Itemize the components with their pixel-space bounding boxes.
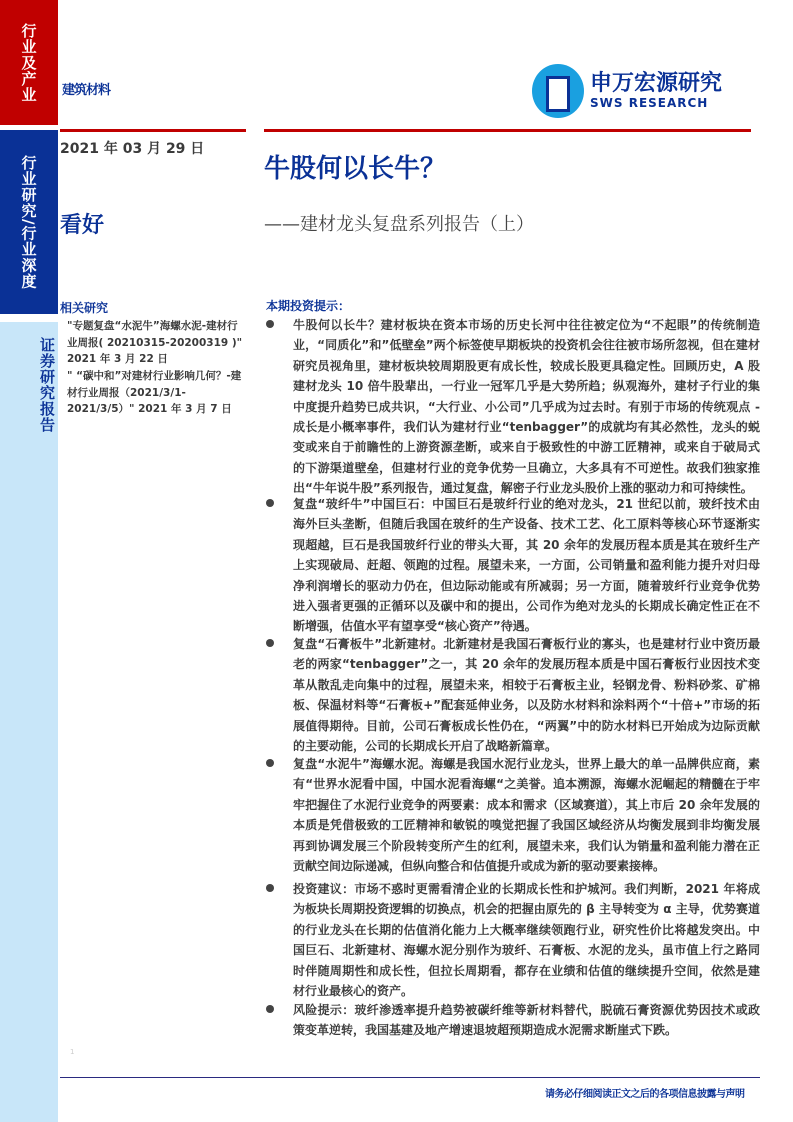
tip-bullet: 投资建议：市场不惑时更需看清企业的长期成长性和护城河。我们判断，2021 年将成为板块长周期投资逻辑的切换点，机会的把握由原先的 β 主导转变为 α 主导，优势赛道的行业龙头在长期的估值消化能力上大概率继续领跑行业，研究性价比将越发突出。中国巨石、北新建材、海螺水泥分别作为玻纤、石膏板、水泥的龙头，虽市值上行之路同时伴随周期性和成长性，但拉长周期看，都存在业绩和估值的继续提升空间，依然是建材行业最核心的资产。 <box>293 879 760 1001</box>
page-number: 1 <box>70 1048 75 1056</box>
tip-bullet: 复盘“玻纤牛”中国巨石：中国巨石是玻纤行业的绝对龙头，21 世纪以前，玻纤技术由海外巨头垄断，但随后我国在玻纤的生产设备、技术工艺、化工原料等核心环节逐渐实现超越，巨石是我国玻纤行业的带头大哥，其 20 余年的发展历程本质是其在玻纤生产上实现破局、赶超、领跑的过程。展望未来，一方面，公司销量和盈利能力提升对归母净利润增长的驱动力仍在，但边际动能或有所减弱；另一方面，随着玻纤行业竞争优势进入强者更强的正循环以及碳中和的提出，公司作为绝对龙头的长期成长确定性正在不断增强，估值水平有望享受“核心资产”待遇。 <box>293 494 760 637</box>
bullet-icon <box>266 759 274 767</box>
related-research-item[interactable]: " “碳中和”对建材行业影响几何？-建材行业周报（2021/3/1-2021/3/5）" 2021 年 3 月 7 日 <box>67 370 242 415</box>
industry-label: 建筑材料 <box>62 83 111 98</box>
report-date: 2021 年 03 月 29 日 <box>60 141 205 157</box>
sidebar-label-research: 行业研究/行业深度 <box>19 154 38 290</box>
bullet-icon <box>266 320 274 328</box>
sidebar-label-industry: 行业及产业 <box>19 22 38 103</box>
logo-en-text: SWS RESEARCH <box>590 96 709 110</box>
sidebar-section-report <box>0 322 58 1122</box>
tip-bullet: 风险提示：玻纤渗透率提升趋势被碳纤维等新材料替代，脱硫石膏资源优势因技术或政策变革逆转，我国基建及地产增速退坡超预期造成水泥需求断崖式下跌。 <box>293 1000 760 1041</box>
bullet-icon <box>266 884 274 892</box>
footer-disclaimer: 请务必仔细阅读正文之后的各项信息披露与声明 <box>545 1089 745 1100</box>
tip-bullet: 复盘“石膏板牛”北新建材。北新建材是我国石膏板行业的寡头，也是建材行业中资历最老的两家“tenbagger”之一，其 20 余年的发展历程本质是中国石膏板行业因技术变革从散乱走向集中的过程，展望未来，相较于石膏板主业，轻钢龙骨、粉料砂浆、矿棉板、保温材料等“石膏板+”配套延伸业务，以及防水材料和涂料两个“十倍+”市场的拓展值得期待。目前，公司石膏板成长性仍在，“两翼”中的防水材料已开始成为边际贡献的主要动能，公司的长期成长开启了战略新篇章。 <box>293 634 760 756</box>
page-title: 牛股何以长牛？ <box>264 154 447 184</box>
tip-bullet: 牛股何以长牛？建材板块在资本市场的历史长河中往往被定位为“不起眼”的传统制造业，“同质化”和”低壁垒”两个标签使早期板块的投资机会往往被市场所忽视，但在建材研究员视角里，建材板块较周期股更有成长性，较成长股更具稳定性。回顾历史，A 股建材龙头 10 倍牛股辈出，一行业一冠军几乎是大势所趋；纵观海外，建材子行业的集中度提升趋势已成共识，“大行业、小公司”几乎成为过去时。有别于市场的传统观点 - 成长是小概率事件，我们认为建材行业“tenbagger”的成就均有其必然性，龙头的蜕变或来自于前瞻性的上游资源垄断，或来自于极致性的中游工匠精神，或来自于破局式的下游渠道壁垒，但建材行业的竞争优势一旦确立，大多具有不可逆性。故我们独家推出“牛年说牛股”系列报告，通过复盘，解密子行业龙头股价上涨的驱动力和可持续性。 <box>293 315 760 499</box>
rating: 看好 <box>60 213 105 238</box>
logo-icon <box>532 64 584 118</box>
header-rule-right <box>264 129 751 132</box>
bullet-icon <box>266 1005 274 1013</box>
bullet-icon <box>266 499 274 507</box>
footer-rule <box>60 1077 760 1078</box>
header-rule-left <box>60 129 246 132</box>
related-research-item[interactable]: "专题复盘“水泥牛”海螺水泥-建材行业周报( 20210315-20200319 )" 2021 年 3 月 22 日 <box>67 320 243 365</box>
related-research-heading: 相关研究 <box>60 301 109 315</box>
company-logo <box>532 64 722 118</box>
bullet-icon <box>266 639 274 647</box>
tip-bullet: 复盘“水泥牛”海螺水泥。海螺是我国水泥行业龙头，世界上最大的单一品牌供应商，素有“世界水泥看中国，中国水泥看海螺“之美誉。追本溯源，海螺水泥崛起的精髓在于牢牢把握住了水泥行业竞争的两要素：成本和需求（区域赛道），其上市后 20 余年发展的本质是凭借极致的工匠精神和敏锐的嗅觉把握了我国区域经济从均衡发展到非均衡发展再到协调发展三个阶段转变所产生的红利，展望未来，我们认为销量和盈利能力潜在正贡献空间边际递减，但纵向整合和估值提升或成为新的驱动要素接棒。 <box>293 754 760 876</box>
investment-tips-heading: 本期投资提示： <box>266 299 351 313</box>
page-subtitle: ——建材龙头复盘系列报告（上） <box>264 214 534 235</box>
sidebar-label-report: 证券研究报告 <box>38 337 56 433</box>
logo-cn-text: 申万宏源研究 <box>590 71 723 96</box>
